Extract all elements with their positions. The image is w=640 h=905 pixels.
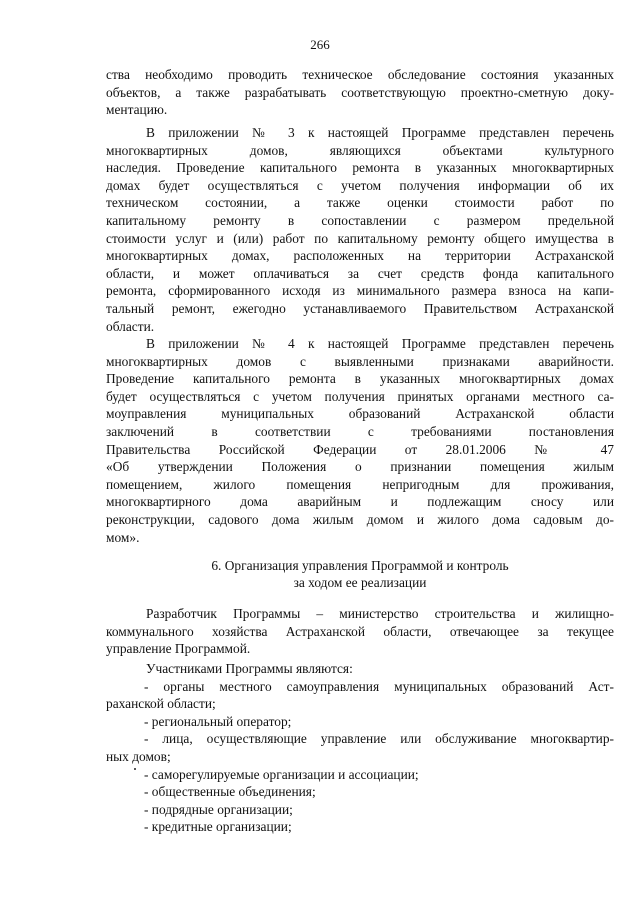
list-item: - лица, осуществляющие управление или обслуживание многоквартир- <box>144 731 614 747</box>
text-line: коммунального хозяйства Астраханской области, отвечающее за текущее <box>106 623 614 639</box>
list-item: - подрядные организации; <box>144 801 293 817</box>
list-item-continuation: ных домов; <box>106 748 171 764</box>
text-line: многоквартирного дома аварийным и подлежащим сносу или <box>106 494 614 510</box>
text-line: области. <box>106 318 155 334</box>
list-item: - региональный оператор; <box>144 713 292 729</box>
text-line: ментацию. <box>106 102 168 118</box>
paragraph-appendix-3 <box>106 124 614 335</box>
text-line: многоквартирных домов, являющихся объектами культурного <box>106 142 614 158</box>
text-line: ства необходимо проводить техническое обследование состояния указанных <box>106 67 614 82</box>
text-line: области, и может оплачиваться за счет средств фонда капитального <box>106 265 614 281</box>
text-line: Правительства Российской Федерации от 28.01.2006 № 47 <box>106 441 614 457</box>
text-line: техническом состоянии, а также оценки стоимости работ по <box>106 195 614 211</box>
text-line: Разработчик Программы – министерство строительства и жилищно- <box>146 606 614 621</box>
list-item: - саморегулируемые организации и ассоциации; <box>144 766 419 782</box>
text-line: стоимости услуг и (или) работ по капитальному ремонту общего имущества в <box>106 230 614 246</box>
text-line: реконструкции, садового дома жилым домом и жилого дома садовым до- <box>106 511 614 527</box>
section-title-line-1: 6. Организация управления Программой и контроль <box>211 558 509 573</box>
text-line: наследия. Проведение капитального ремонта в указанных многоквартирных <box>106 160 614 176</box>
text-line: многоквартирных домах, расположенных на территории Астраханской <box>106 248 614 264</box>
text-line: будет осуществляться с учетом получения принятых органами местного са- <box>106 388 614 404</box>
text-line: В приложении № 3 к настоящей Программе представлен перечень <box>146 125 614 140</box>
text-line: ремонта, сформированного исходя из минимального размера взноса на капи- <box>106 283 614 299</box>
participants-heading: Участниками Программы являются: <box>146 661 353 676</box>
paragraph-appendix-4 <box>106 335 614 546</box>
text-line: тальный ремонт, ежегодно устанавливаемого Правительством Астраханской <box>106 300 614 316</box>
list-item: - кредитные организации; <box>144 819 292 835</box>
text-line: заключений в соответствии с требованиями постановления <box>106 423 614 439</box>
list-item: - органы местного самоуправления муниципальных образований Аст- <box>144 678 614 694</box>
list-item: - общественные объединения; <box>144 784 316 800</box>
section-heading <box>106 557 614 591</box>
list-item-continuation: раханской области; <box>106 696 216 712</box>
participants-list <box>106 660 614 836</box>
text-line: мом». <box>106 529 140 545</box>
scan-speck <box>134 768 136 770</box>
text-line: домах будет осуществляться с учетом получения информации об их <box>106 177 614 193</box>
text-line: «Об утверждении Положения о признании помещения жилым <box>106 459 614 475</box>
text-line: многоквартирных домов с выявленными признаками аварийности. <box>106 353 614 369</box>
text-line: Проведение капитального ремонта в указанных многоквартирных домах <box>106 371 614 387</box>
text-line: моуправления муниципальных образований Астраханской области <box>106 406 614 422</box>
section-title-line-2: за ходом ее реализации <box>293 575 427 590</box>
text-line: управление Программой. <box>106 641 251 657</box>
text-line: объектов, а также разрабатывать соответствующую проектно-сметную доку- <box>106 84 614 100</box>
page-number: 266 <box>310 37 330 52</box>
text-line: В приложении № 4 к настоящей Программе представлен перечень <box>146 336 614 351</box>
paragraph-developer <box>106 605 614 658</box>
text-line: капитальному ремонту в сопоставлении с размером предельной <box>106 212 614 228</box>
text-line: помещением, жилого помещения непригодным для проживания, <box>106 476 614 492</box>
section-intro <box>106 66 614 119</box>
